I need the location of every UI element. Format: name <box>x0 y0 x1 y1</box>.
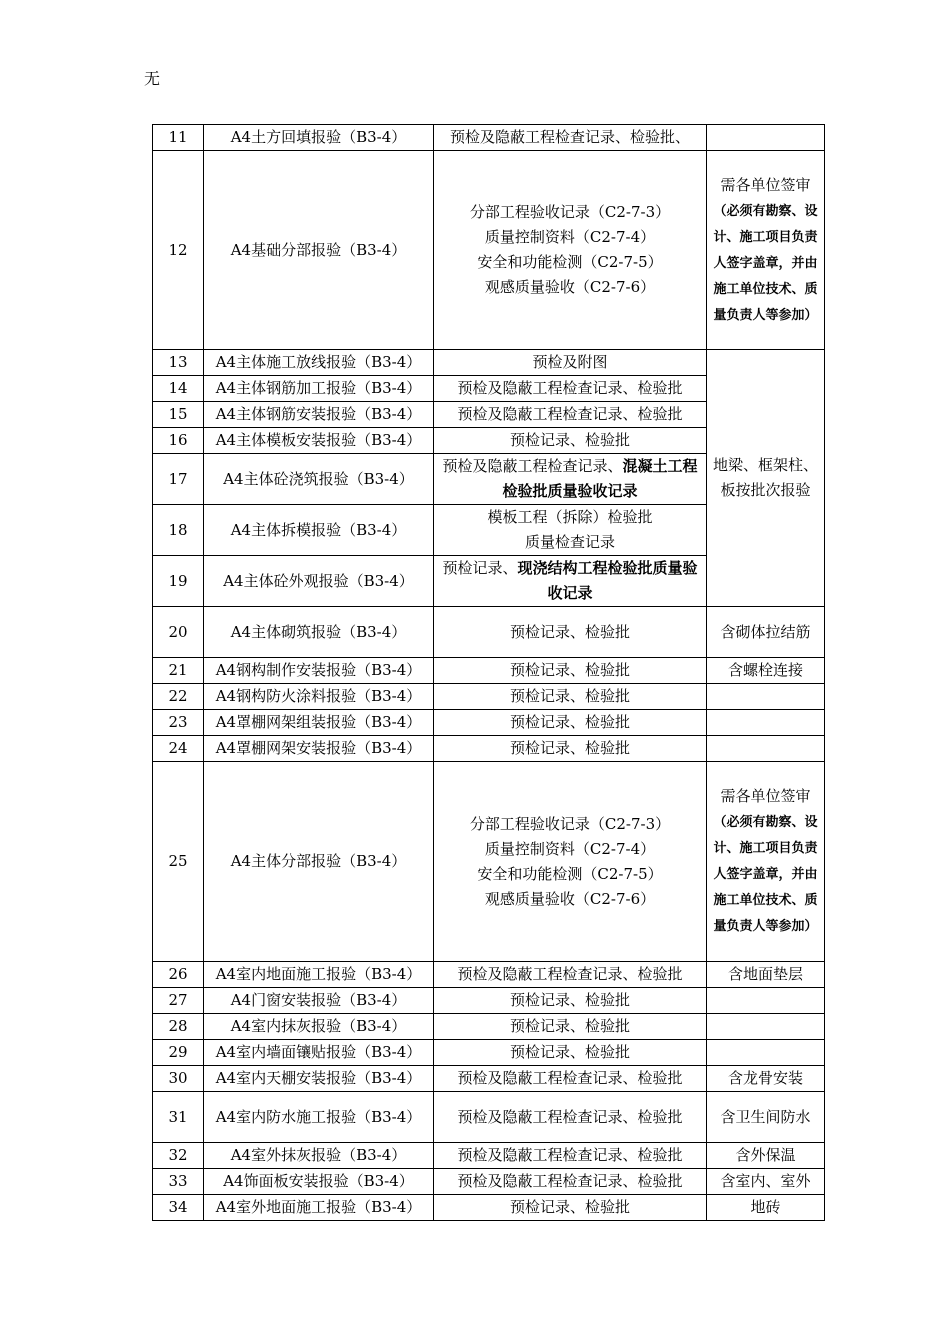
table-row <box>153 151 825 350</box>
row-number: 26 <box>153 962 204 988</box>
table-row <box>153 350 825 376</box>
remark-head: 需各单位签审 <box>720 175 811 194</box>
item-docs: 预检记录、检验批 <box>434 736 707 762</box>
table-row <box>153 1143 825 1169</box>
table-row <box>153 762 825 962</box>
item-docs: 预检记录、检验批 <box>434 710 707 736</box>
item-docs: 预检及附图 <box>434 350 707 376</box>
item-docs: 预检记录、检验批 <box>434 988 707 1014</box>
docs-bold: 现浇结构工程检验批质量验收记录 <box>517 559 698 602</box>
row-number: 32 <box>153 1143 204 1169</box>
item-docs: 预检及隐蔽工程检查记录、检验批 <box>434 1143 707 1169</box>
item-name: A4室内墙面镶贴报验（B3-4） <box>204 1040 434 1066</box>
item-remark <box>707 151 825 350</box>
table-row <box>153 1092 825 1143</box>
doc-line: 分部工程验收记录（C2-7-3） <box>469 203 671 221</box>
remark-bold: （必须有勘察、设计、施工项目负责人签字盖章，并由施工单位技术、质量负责人等参加） <box>713 815 818 934</box>
doc-line: 安全和功能检测（C2-7-5） <box>477 253 663 271</box>
item-name: A4主体分部报验（B3-4） <box>204 762 434 962</box>
item-remark <box>707 125 825 151</box>
item-name: A4室内抹灰报验（B3-4） <box>204 1014 434 1040</box>
item-remark <box>707 762 825 962</box>
doc-line: 分部工程验收记录（C2-7-3） <box>469 814 671 833</box>
row-number: 20 <box>153 607 204 658</box>
doc-line: 质量控制资料（C2-7-4） <box>484 228 656 246</box>
item-name: A4钢构防火涂料报验（B3-4） <box>204 684 434 710</box>
table-row <box>153 1066 825 1092</box>
row-number: 13 <box>153 350 204 376</box>
row-number: 16 <box>153 428 204 454</box>
table-row <box>153 1040 825 1066</box>
item-remark: 含螺栓连接 <box>707 658 825 684</box>
table-row <box>153 1195 825 1221</box>
page-note: 无 <box>144 69 161 88</box>
table-row <box>153 988 825 1014</box>
doc-line: 质量控制资料（C2-7-4） <box>484 839 656 858</box>
item-docs: 预检记录、检验批 <box>434 684 707 710</box>
item-name: A4主体砼浇筑报验（B3-4） <box>204 454 434 505</box>
item-docs: 预检记录、检验批 <box>434 1195 707 1221</box>
item-remark <box>707 710 825 736</box>
item-docs <box>434 505 707 556</box>
item-name: A4主体模板安装报验（B3-4） <box>204 428 434 454</box>
row-number: 28 <box>153 1014 204 1040</box>
item-name: A4主体砼外观报验（B3-4） <box>204 556 434 607</box>
item-docs: 预检及隐蔽工程检查记录、检验批 <box>434 376 707 402</box>
item-name: A4门窗安装报验（B3-4） <box>204 988 434 1014</box>
doc-line: 安全和功能检测（C2-7-5） <box>477 864 663 883</box>
table-row <box>153 1014 825 1040</box>
doc-line: 模板工程（拆除）检验批 <box>487 508 653 526</box>
item-docs: 预检及隐蔽工程检查记录、检验批 <box>434 1169 707 1195</box>
item-docs <box>434 151 707 350</box>
row-number: 18 <box>153 505 204 556</box>
row-number: 27 <box>153 988 204 1014</box>
table-row <box>153 1169 825 1195</box>
item-name: A4主体砌筑报验（B3-4） <box>204 607 434 658</box>
item-remark <box>707 736 825 762</box>
item-name: A4罩棚网架安装报验（B3-4） <box>204 736 434 762</box>
row-number: 14 <box>153 376 204 402</box>
row-number: 24 <box>153 736 204 762</box>
item-remark: 含外保温 <box>707 1143 825 1169</box>
table-row <box>153 607 825 658</box>
item-remark <box>707 988 825 1014</box>
row-number: 34 <box>153 1195 204 1221</box>
item-docs: 预检记录、检验批 <box>434 607 707 658</box>
row-number: 33 <box>153 1169 204 1195</box>
item-name: A4室内天棚安装报验（B3-4） <box>204 1066 434 1092</box>
item-remark: 含卫生间防水 <box>707 1092 825 1143</box>
row-number: 11 <box>153 125 204 151</box>
item-name: A4主体拆模报验（B3-4） <box>204 505 434 556</box>
remark-bold: （必须有勘察、设计、施工项目负责人签字盖章，并由施工单位技术、质量负责人等参加） <box>713 203 818 323</box>
item-remark <box>707 1040 825 1066</box>
doc-line: 质量检查记录 <box>524 533 615 551</box>
row-number: 30 <box>153 1066 204 1092</box>
row-number: 15 <box>153 402 204 428</box>
item-name: A4钢构制作安装报验（B3-4） <box>204 658 434 684</box>
item-name: A4基础分部报验（B3-4） <box>204 151 434 350</box>
item-name: A4室外抹灰报验（B3-4） <box>204 1143 434 1169</box>
table-row <box>153 684 825 710</box>
item-name: A4饰面板安装报验（B3-4） <box>204 1169 434 1195</box>
docs-plain: 预检及隐蔽工程检查记录、 <box>442 457 623 475</box>
item-name: A4土方回填报验（B3-4） <box>204 125 434 151</box>
item-remark: 含地面垫层 <box>707 962 825 988</box>
item-docs: 预检记录、检验批 <box>434 1014 707 1040</box>
doc-line: 观感质量验收（C2-7-6） <box>484 278 656 296</box>
item-docs <box>434 762 707 962</box>
item-name: A4室内地面施工报验（B3-4） <box>204 962 434 988</box>
item-name: A4主体钢筋加工报验（B3-4） <box>204 376 434 402</box>
item-docs: 预检记录、检验批 <box>434 428 707 454</box>
merged-remark: 地梁、框架柱、板按批次报验 <box>707 350 825 607</box>
row-number: 25 <box>153 762 204 962</box>
inspection-table <box>152 124 825 1221</box>
item-remark <box>707 1014 825 1040</box>
remark-head: 需各单位签审 <box>720 787 811 805</box>
item-docs: 预检记录、检验批 <box>434 658 707 684</box>
table-row <box>153 125 825 151</box>
docs-bold: 混凝土工程检验批质量验收记录 <box>502 457 698 500</box>
row-number: 12 <box>153 151 204 350</box>
docs-plain: 预检记录、 <box>442 559 518 577</box>
row-number: 21 <box>153 658 204 684</box>
item-name: A4主体钢筋安装报验（B3-4） <box>204 402 434 428</box>
item-remark: 含砌体拉结筋 <box>707 607 825 658</box>
item-docs <box>434 454 707 505</box>
item-remark: 含室内、室外 <box>707 1169 825 1195</box>
item-docs: 预检及隐蔽工程检查记录、检验批 <box>434 1066 707 1092</box>
item-remark: 含龙骨安装 <box>707 1066 825 1092</box>
item-name: A4室外地面施工报验（B3-4） <box>204 1195 434 1221</box>
row-number: 31 <box>153 1092 204 1143</box>
table-row <box>153 710 825 736</box>
row-number: 19 <box>153 556 204 607</box>
item-remark: 地砖 <box>707 1195 825 1221</box>
item-name: A4室内防水施工报验（B3-4） <box>204 1092 434 1143</box>
item-docs: 预检及隐蔽工程检查记录、检验批、 <box>434 125 707 151</box>
item-docs: 预检及隐蔽工程检查记录、检验批 <box>434 1092 707 1143</box>
row-number: 17 <box>153 454 204 505</box>
row-number: 23 <box>153 710 204 736</box>
table-row <box>153 658 825 684</box>
table-row <box>153 736 825 762</box>
item-docs: 预检记录、检验批 <box>434 1040 707 1066</box>
item-docs: 预检及隐蔽工程检查记录、检验批 <box>434 962 707 988</box>
row-number: 22 <box>153 684 204 710</box>
item-name: A4罩棚网架组装报验（B3-4） <box>204 710 434 736</box>
item-docs: 预检及隐蔽工程检查记录、检验批 <box>434 402 707 428</box>
item-docs <box>434 556 707 607</box>
item-remark <box>707 684 825 710</box>
doc-line: 观感质量验收（C2-7-6） <box>484 889 656 908</box>
row-number: 29 <box>153 1040 204 1066</box>
item-name: A4主体施工放线报验（B3-4） <box>204 350 434 376</box>
table-row <box>153 962 825 988</box>
